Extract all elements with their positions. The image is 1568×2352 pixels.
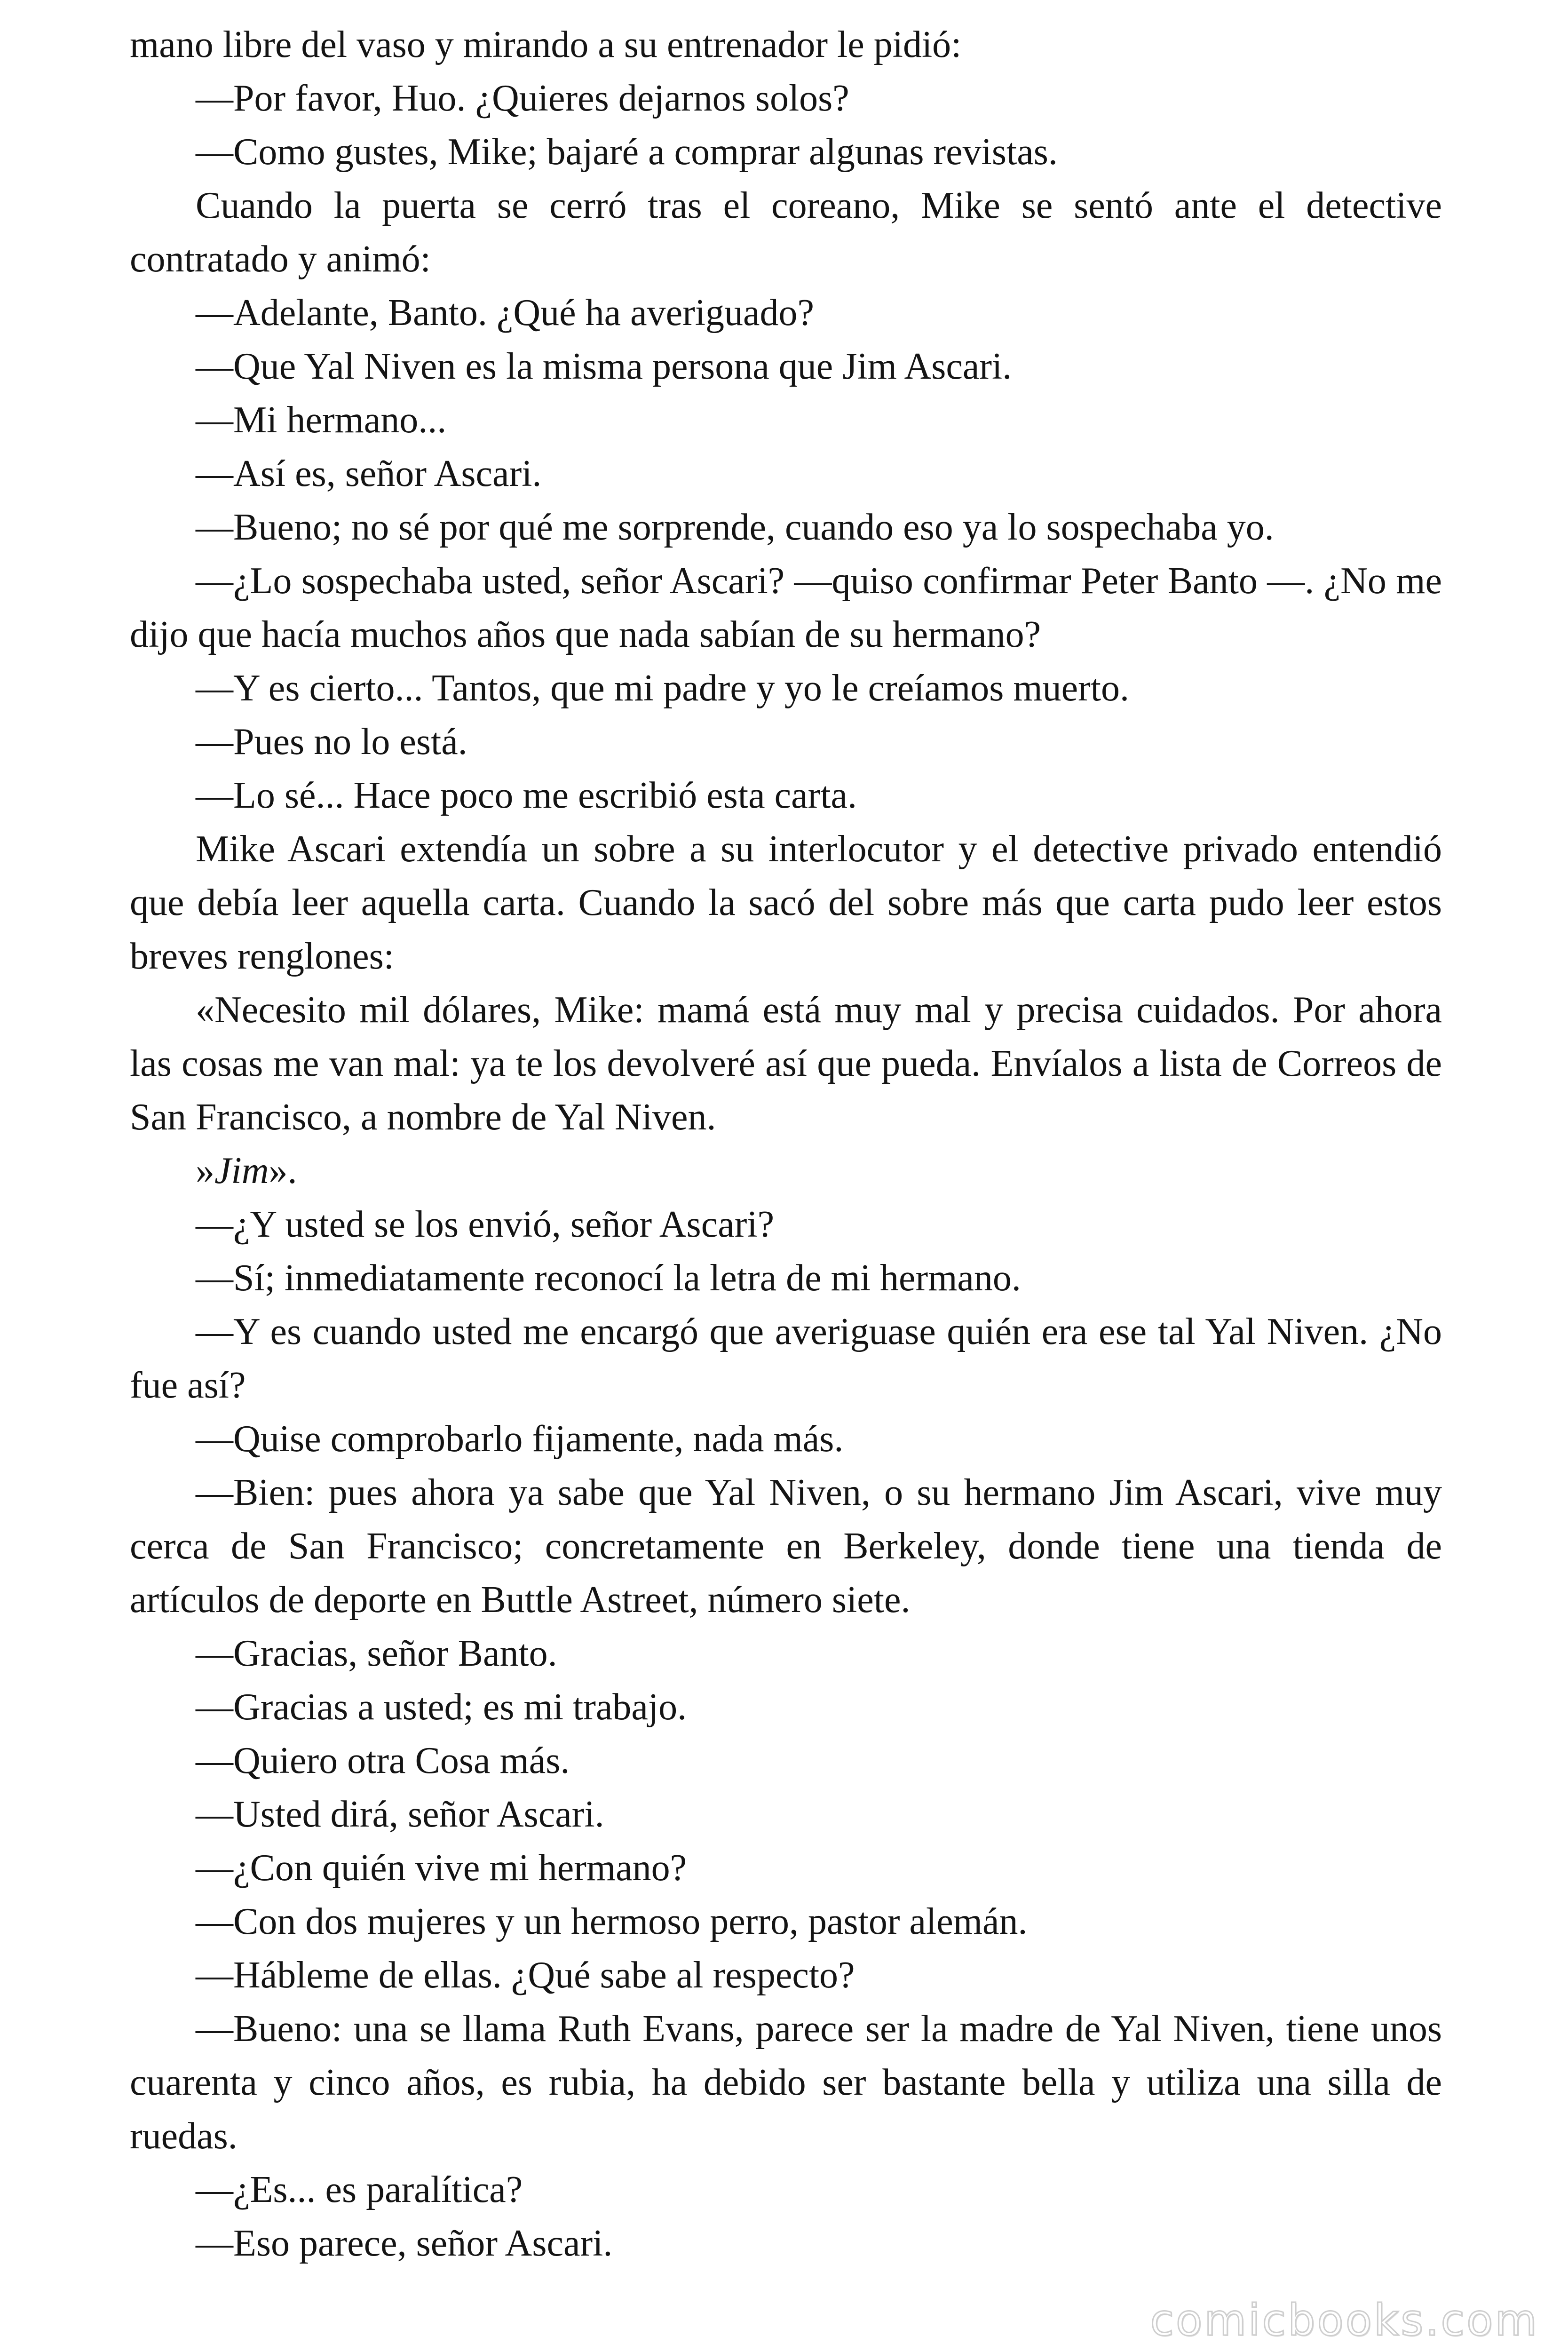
paragraph: —Mi hermano... xyxy=(196,399,447,441)
paragraph: —Quiero otra Cosa más. xyxy=(196,1740,570,1781)
book-page-text xyxy=(130,18,1442,2270)
paragraph: —Y es cuando usted me encargó que averiguase quién era ese tal Yal Niven. ¿No fue así? xyxy=(130,1311,1442,1406)
paragraph: —Adelante, Banto. ¿Qué ha averiguado? xyxy=(196,292,815,334)
paragraph: —Bueno: una se llama Ruth Evans, parece ser la madre de Yal Niven, tiene unos cuarenta y cinco años, es rubia, ha debido ser bastante bella y utiliza una silla de ruedas. xyxy=(130,2008,1442,2157)
paragraph: Cuando la puerta se cerró tras el coreano, Mike se sentó ante el detective contratado y animó: xyxy=(130,185,1442,280)
paragraph: —Con dos mujeres y un hermoso perro, pastor alemán. xyxy=(196,1901,1028,1942)
paragraph: —Como gustes, Mike; bajaré a comprar algunas revistas. xyxy=(196,131,1058,173)
paragraph: —Que Yal Niven es la misma persona que Jim Ascari. xyxy=(196,346,1012,387)
paragraph: —Usted dirá, señor Ascari. xyxy=(196,1794,604,1835)
paragraph: —Por favor, Huo. ¿Quieres dejarnos solos? xyxy=(196,78,849,119)
paragraph: —Bueno; no sé por qué me sorprende, cuando eso ya lo sospechaba yo. xyxy=(196,507,1274,548)
paragraph: —Lo sé... Hace poco me escribió esta carta. xyxy=(196,775,857,816)
paragraph: Mike Ascari extendía un sobre a su interlocutor y el detective privado entendió que debía leer aquella carta. Cuando la sacó del sobre más que carta pudo leer estos breves renglones: xyxy=(130,828,1442,977)
signature-suffix: ». xyxy=(269,1150,297,1192)
paragraph: —Bien: pues ahora ya sabe que Yal Niven, o su hermano Jim Ascari, vive muy cerca de San Francisco; concretamente en Berkeley, donde tiene una tienda de artículos de deporte en Buttle Astreet, número siete. xyxy=(130,1472,1442,1621)
paragraph: —Y es cierto... Tantos, que mi padre y yo le creíamos muerto. xyxy=(196,667,1129,709)
signature-prefix: » xyxy=(196,1150,214,1192)
paragraph: —¿Es... es paralítica? xyxy=(196,2169,523,2210)
paragraph: —Gracias a usted; es mi trabajo. xyxy=(196,1686,687,1728)
paragraph: mano libre del vaso y mirando a su entrenador le pidió: xyxy=(130,24,962,65)
letter-paragraph: «Necesito mil dólares, Mike: mamá está muy mal y precisa cuidados. Por ahora las cosas me van mal: ya te los devolveré así que pueda. Envíalos a lista de Correos de San Francisco, a nombre de Yal Niven. xyxy=(130,989,1442,1138)
watermark-text: comicbooks.com xyxy=(1150,2295,1539,2345)
signature-name: Jim xyxy=(214,1150,269,1192)
paragraph: —¿Y usted se los envió, señor Ascari? xyxy=(196,1204,775,1245)
letter-signature xyxy=(130,1144,1442,1198)
paragraph: —Quise comprobarlo fijamente, nada más. xyxy=(196,1418,844,1460)
paragraph: —Sí; inmediatamente reconocí la letra de mi hermano. xyxy=(196,1257,1021,1299)
paragraph: —Eso parece, señor Ascari. xyxy=(196,2223,613,2264)
paragraph: —Hábleme de ellas. ¿Qué sabe al respecto? xyxy=(196,1955,855,1996)
paragraph: —Pues no lo está. xyxy=(196,721,467,763)
paragraph: —Gracias, señor Banto. xyxy=(196,1633,557,1674)
paragraph: —¿Lo sospechaba usted, señor Ascari? —quiso confirmar Peter Banto —. ¿No me dijo que hacía muchos años que nada sabían de su hermano? xyxy=(130,560,1442,655)
paragraph: —Así es, señor Ascari. xyxy=(196,453,542,494)
paragraph: —¿Con quién vive mi hermano? xyxy=(196,1847,687,1889)
